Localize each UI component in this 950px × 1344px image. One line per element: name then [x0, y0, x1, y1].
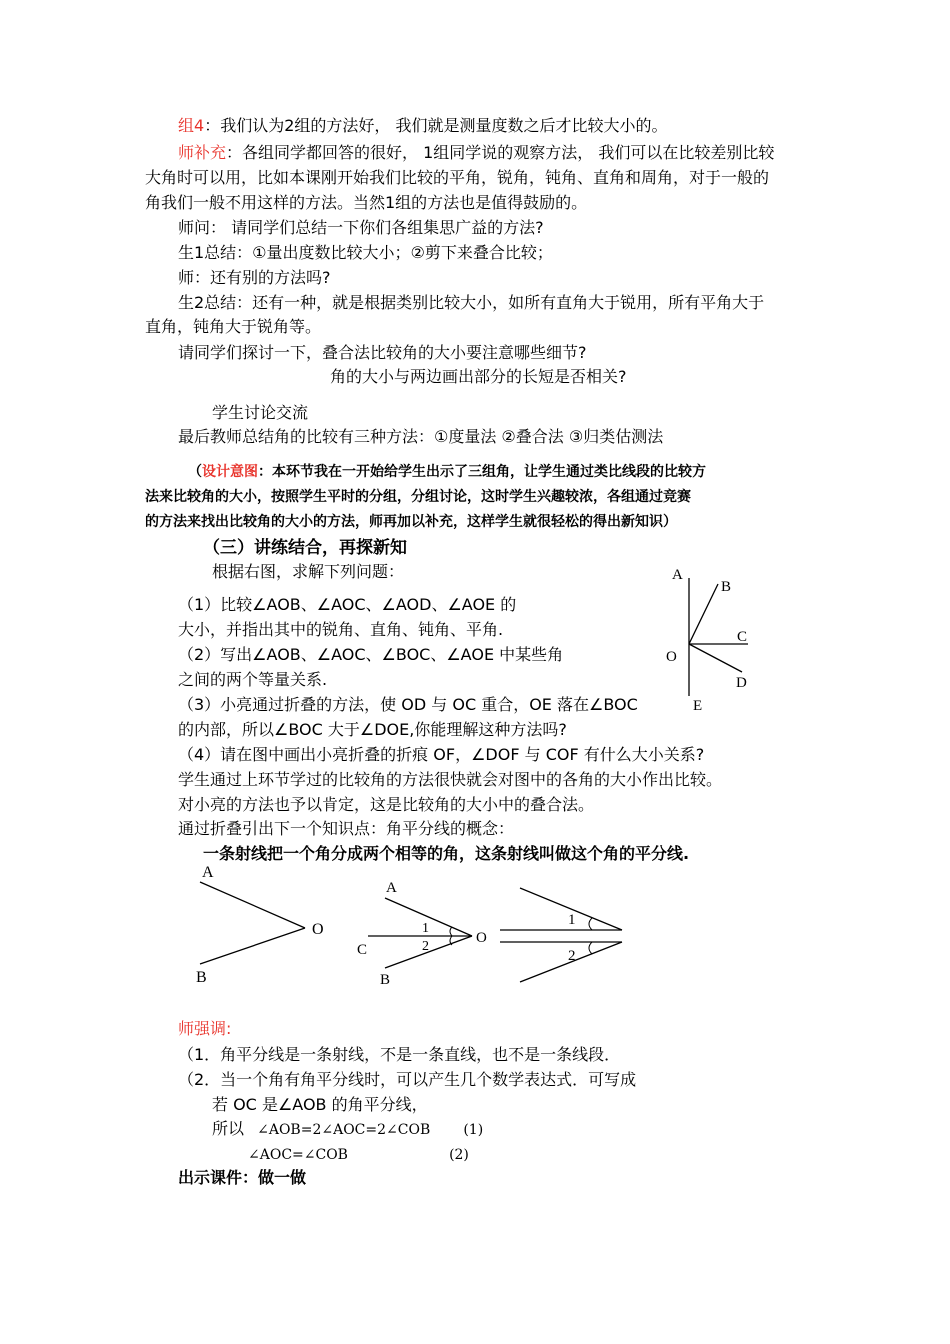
- s2: 对小亮的方法也予以肯定，这是比较角的大小中的叠合法。: [178, 795, 595, 814]
- s1: 学生通过上环节学过的比较角的方法很快就会对图中的各角的大小作出比较。: [178, 770, 723, 789]
- p1-text: ：我们认为2组的方法好， 我们就是测量度数之后才比较大小的。: [204, 116, 668, 135]
- p6-line1: 生2总结：还有一种，就是根据类别比较大小，如所有直角大于锐用，所有平角大于: [178, 293, 765, 312]
- definition: 一条射线把一个角分成两个相等的角，这条射线叫做这个角的平分线.: [203, 844, 690, 863]
- p2-prefix: 师补充: [178, 143, 227, 162]
- e4: [212, 1118, 483, 1141]
- fig2-label-a: A: [386, 880, 397, 896]
- p6-line2: 直角，钝角大于锐角等。: [145, 317, 322, 336]
- e4-formula: ∠AOB=2∠AOC=2∠COB: [257, 1122, 431, 1138]
- p10: 最后教师总结角的比较有三种方法：①度量法 ②叠合法 ③归类估测法: [178, 427, 664, 446]
- e5: [248, 1143, 469, 1166]
- design-line1-text: ：本环节我在一开始给学生出示了三组角，让学生通过类比线段的比较方: [258, 464, 706, 480]
- label-d: D: [736, 675, 747, 691]
- fig1-ob: [200, 928, 305, 964]
- q3-line2: 的内部，所以∠BOC 大于∠DOE,你能理解这种方法吗?: [178, 720, 567, 739]
- p8: 角的大小与两边画出部分的长短是否相关?: [330, 367, 627, 386]
- emphasis-label: 师强调:: [178, 1019, 232, 1038]
- q-intro: 根据右图，求解下列问题：: [212, 562, 405, 581]
- fig2-label-b: B: [380, 972, 391, 988]
- label-a: A: [672, 567, 683, 583]
- fig2-arc1: [450, 927, 452, 936]
- e1: （1．角平分线是一条射线，不是一条直线，也不是一条线段．: [178, 1045, 621, 1064]
- fig3-arc1: [589, 918, 592, 930]
- fig1-label-a: A: [202, 864, 214, 881]
- s3: 通过折叠引出下一个知识点：角平分线的概念：: [178, 819, 515, 838]
- q1-line2: 大小，并指出其中的锐角、直角、钝角、平角.: [178, 620, 504, 639]
- fig2-label-1: 1: [422, 921, 429, 936]
- footer: 出示课件：做一做: [178, 1168, 307, 1187]
- fig2-label-o: O: [476, 930, 487, 946]
- e2: （2．当一个角有角平分线时，可以产生几个数学表达式．可写成: [178, 1070, 637, 1089]
- fig1-label-o: O: [312, 921, 324, 938]
- p3: 师问： 请同学们总结一下你们各组集思广益的方法?: [178, 218, 544, 237]
- fig1-label-b: B: [196, 969, 207, 986]
- p7: 请同学们探讨一下，叠合法比较角的大小要注意哪些细节?: [178, 343, 587, 362]
- fig2-label-c: C: [357, 942, 368, 958]
- fig3-label-1: 1: [568, 912, 576, 928]
- design-line1: [188, 461, 706, 483]
- design-line3: 的方法来找出比较角的大小的方法，师再加以补充，这样学生就很轻松的得出新知识）: [145, 514, 677, 530]
- design-line2: 法来比较角的大小，按照学生平时的分组，分组讨论，这时学生兴趣较浓，各组通过竞赛: [145, 489, 691, 505]
- e5-formula: ∠AOC=∠COB: [248, 1147, 348, 1163]
- section-title: （三）讲练结合，再探新知: [203, 538, 407, 558]
- p2-line1-text: ：各组同学都回答的很好， 1组同学说的观察方法， 我们可以在比较差别比较: [226, 143, 775, 162]
- p1-prefix: 组4: [178, 116, 205, 135]
- design-label: 设计意图: [202, 464, 258, 480]
- fig3-label-2: 2: [568, 948, 576, 964]
- e5-num: (2): [449, 1147, 469, 1163]
- p2-line3: 角我们一般不用这样的方法。当然1组的方法也是值得鼓励的。: [145, 193, 588, 212]
- label-b: B: [721, 579, 732, 595]
- fig3-arc2: [589, 942, 592, 954]
- bisector-figures: [190, 860, 640, 990]
- p2-line2: 大角时可以用，比如本课刚开始我们比较的平角，锐角，钝角、直角和周角，对于一般的: [145, 168, 770, 187]
- q2-line2: 之间的两个等量关系.: [178, 670, 328, 689]
- fig2-label-2: 2: [422, 939, 429, 954]
- e4-num: (1): [463, 1122, 484, 1138]
- rays-figure: [660, 562, 770, 718]
- label-o: O: [666, 649, 677, 665]
- q2-line1: （2）写出∠AOB、∠AOC、∠BOC、∠AOE 中某些角: [178, 645, 564, 664]
- fig1-oa: [200, 882, 305, 928]
- p9: 学生讨论交流: [212, 403, 309, 422]
- design-open: （: [188, 464, 202, 480]
- p4: 生1总结：①量出度数比较大小；②剪下来叠合比较；: [178, 243, 553, 262]
- q1-line1: （1）比较∠AOB、∠AOC、∠AOD、∠AOE 的: [178, 595, 517, 614]
- e4-pre: 所以: [212, 1119, 245, 1138]
- q3-line1: （3）小亮通过折叠的方法，使 OD 与 OC 重合，OE 落在∠BOC: [178, 695, 638, 714]
- ray-ob: [689, 584, 718, 644]
- q4: （4）请在图中画出小亮折叠的折痕 OF，∠DOF 与 COF 有什么大小关系?: [178, 745, 705, 764]
- p2-line1: [178, 142, 774, 164]
- p5: 师：还有别的方法吗?: [178, 268, 331, 287]
- label-e: E: [693, 698, 703, 714]
- label-c: C: [737, 629, 748, 645]
- ray-od: [689, 644, 742, 672]
- e3: 若 OC 是∠AOB 的角平分线，: [212, 1095, 428, 1114]
- p1: [178, 115, 667, 137]
